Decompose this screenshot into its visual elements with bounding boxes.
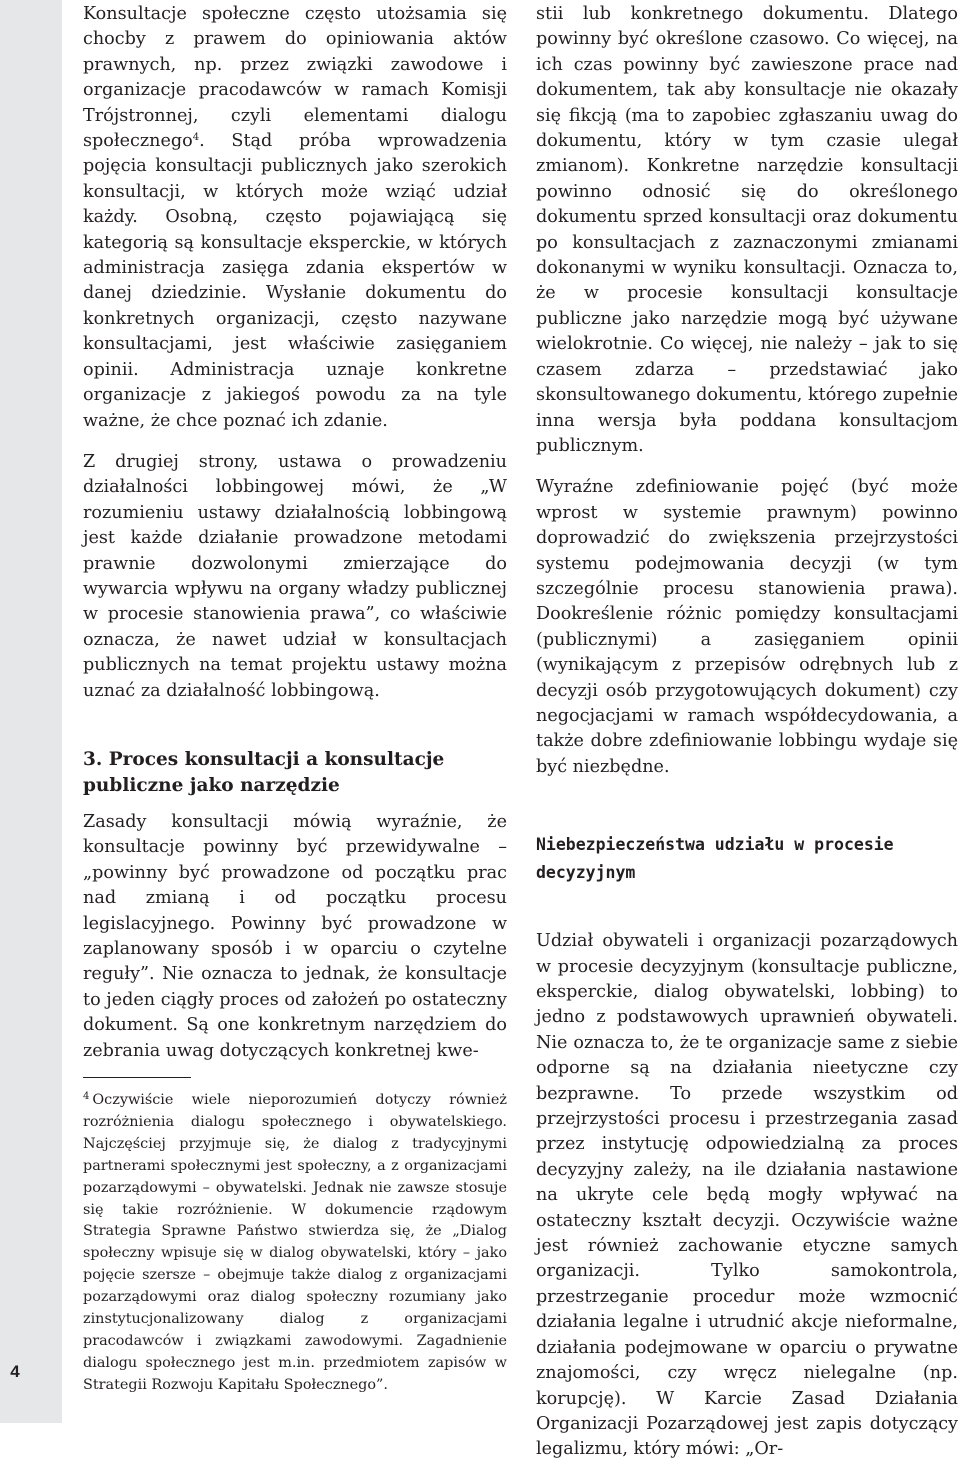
page-sidebar xyxy=(0,0,62,1423)
paragraph-text-continued: . Stąd próba wprowadzenia pojęcia konsultacji publicznych jako szerokich konsultacji, w których może wziąć udział każdy. Osobną, często pojawiającą się kategorią są konsultacje eksperckie, w których administracja zasięga zdania ekspertów w danej dziedzinie. Wysłanie dokumentu do konkretnych organizacji, często nazywane konsultacjami, jest właściwie zasięganiem opinii. Administracja uznaje konkretne organizacje z jakiegoś powodu za na tyle ważne, że chce poznać ich zdanie. xyxy=(83,131,507,431)
footnote-reference: 4 xyxy=(192,132,200,144)
left-column xyxy=(83,2,507,1397)
paragraph-consultations-definition xyxy=(83,2,507,434)
footnote-text: Oczywiście wiele nieporozumień dotyczy również rozróżnienia dialogu społecznego i obywatelskiego. Najczęściej przyjmuje się, że dialog z tradycyjnymi partnerami społecznymi jest społeczny, a z organizacjami pozarządowymi – obywatelski. Jednak nie zawsze stosuje się takie rozróżnienie. W dokumencie rządowym Strategia Sprawne Państwo stwierdza się, że „Dialog społeczny wpisuje się w dialog obywatelski, który – jako pojęcie szersze – obejmuje także dialog z organizacjami pozarządowymi oraz dialog społeczny rozumiany jako zinstytucjonalizowany dialog z organizacjami pracodawców i związkami zawodowymi. Zagadnienie dialogu społecznego jest m.in. przedmiotem zapisów w Strategii Rozwoju Kapitału Społecznego”. xyxy=(83,1092,507,1393)
section-heading-consultation-process: 3. Proces konsultacji a konsultacje publiczne jako narzędzie xyxy=(83,748,445,796)
page-number: 4 xyxy=(10,1362,20,1381)
paragraph-lobbying-act: Z drugiej strony, ustawa o prowadzeniu działalności lobbingowej mówi, że „W rozumieniu ustawy działalnością lobbingową jest każde działanie prowadzone metodami prawnie dozwolonymi zmierzające do wywarcia wpływu na organy władzy publicznej w procesie stanowienia prawa”, co właściwie oznacza, że nawet udział w konsultacjach publicznych na temat projektu ustawy można uznać za działalność lobbingową. xyxy=(83,451,507,701)
footnote xyxy=(83,1086,507,1397)
footnote-divider xyxy=(83,1077,191,1078)
paragraph-text: Konsultacje społeczne często utożsamia się chocby z prawem do opiniowania aktów prawnych, np. przez związki zawodowe i organizacje pracodawców w ramach Komisji Trójstronnej, czyli elementami dialogu społecznego xyxy=(83,4,507,152)
section-heading-risks: Niebezpieczeństwa udziału w procesie decyzyjnym xyxy=(536,835,894,883)
paragraph-definitions: Wyraźne zdefiniowanie pojęć (być może wprost w systemie prawnym) powinno doprowadzić do zwiększenia przejrzystości systemu podejmowania decyzji (w tym szczególnie procesu stanowienia prawa). Dookreślenie różnic pomiędzy konsultacjami (publicznymi) a zasięganiem opinii (wynikającym z przepisów odrębnych lub z decyzji osób przygotowujących dokument) czy negocjacjami w ramach współdecydowania, a także dobre zdefiniowanie lobbingu wydaje się być niezbędne. xyxy=(536,477,958,777)
right-column xyxy=(536,2,958,1463)
paragraph-participation-risks: Udział obywateli i organizacji pozarządowych w procesie decyzyjnym (konsultacje publiczne, eksperckie, dialog obywatelski, lobbing) to jedno z podstawowych uprawnień obywateli. Nie oznacza to, że te organizacje same z siebie odporne są na działania nieetyczne czy bezprawne. To przede wszystkim od przejrzystości procesu i przestrzegania zasad przez instytucję odpowiedzialną za proces decyzyjny zależy, na ile działania nastawione na ukryte cele będą mogły wpływać na ostateczny kształt decyzji. Oczywiście ważne jest również zachowanie etyczne samych organizacji. Tylko samokontrola, przestrzeganie procedur może wzmocnić działania legalne i utrudnić akcje nieformalne, działania podejmowane w oparciu o prywatne znajomości, czy wręcz nielegalne (np. korupcję). W Karcie Zasad Działania Organizacji Pozarządowej jest zapis dotyczący legalizmu, który mówi: „Or- xyxy=(536,931,958,1460)
paragraph-consultation-rules: Zasady konsultacji mówią wyraźnie, że konsultacje powinny być przewidywalne – „powinny być prowadzone od początku prac nad zmianą i od początku procesu legislacyjnego. Powinny być prowadzone w zaplanowany sposób i w oparciu o czytelne reguły”. Nie oznacza to jednak, że konsultacje to jeden ciągły proces od założeń po ostateczny dokument. Są one konkretnym narzędziem do zebrania uwag dotyczących konkretnej kwe- xyxy=(83,811,507,1061)
footnote-number: 4 xyxy=(83,1091,90,1103)
paragraph-consultation-timing: stii lub konkretnego dokumentu. Dlatego powinny być określone czasowo. Co więcej, na ich czas powinny być zawieszone prace nad dokumentem, tak aby konsultacje nie okazały się fikcją (ma to zapobiec zgłaszaniu uwag do dokumentu, który w tym czasie ulegał zmianom). Konkretne narzędzie konsultacji powinno odnosić się do określonego dokumentu sprzed konsultacji oraz dokumentu po konsultacjach z zaznaczonymi zmianami dokonanymi w wyniku konsultacji. Oznacza to, że w procesie konsultacji konsultacje publiczne jako narzędzie mogą być używane wielokrotnie. Co więcej, nie należy – jak to się czasem zdarza – przedstawiać jako skonsultowanego dokumentu, którego zupełnie inna wersja była poddana konsultacjom publicznym. xyxy=(536,4,958,456)
